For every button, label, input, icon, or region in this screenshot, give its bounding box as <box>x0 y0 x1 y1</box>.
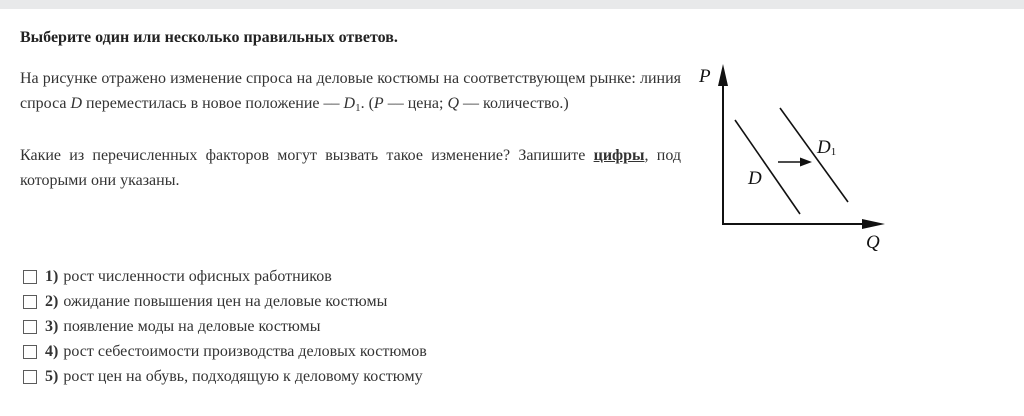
option-label: появление моды на деловые костюмы <box>63 317 321 335</box>
checkbox-5[interactable] <box>23 370 37 384</box>
option-label: рост себестоимости производства деловых костюмов <box>63 342 427 360</box>
option-label: рост цен на обувь, подходящую к деловому костюму <box>63 367 423 385</box>
option-number: 2) <box>45 292 59 310</box>
option-2[interactable] <box>20 289 427 314</box>
option-label: ожидание повышения цен на деловые костюмы <box>63 292 388 310</box>
d-curve-label: D <box>748 168 762 189</box>
option-number: 1) <box>45 267 59 285</box>
p-axis-label: P <box>699 66 711 87</box>
p-axis-arrowhead <box>718 64 728 86</box>
demand-shift-graph <box>690 62 890 262</box>
top-bar <box>0 0 1024 9</box>
option-3[interactable] <box>20 314 427 339</box>
q-axis-arrowhead <box>862 219 885 229</box>
var-d1: D <box>343 95 356 112</box>
demand-curve-d <box>735 120 800 214</box>
option-number: 4) <box>45 342 59 360</box>
option-4[interactable] <box>20 339 427 364</box>
var-q: Q <box>447 95 460 112</box>
question-emphasis: цифры <box>593 147 645 164</box>
checkbox-4[interactable] <box>23 345 37 359</box>
option-label: рост численности офисных работников <box>63 267 332 285</box>
q-axis-label: Q <box>866 232 880 253</box>
checkbox-1[interactable] <box>23 270 37 284</box>
checkbox-2[interactable] <box>23 295 37 309</box>
option-number: 5) <box>45 367 59 385</box>
var-p: P <box>373 95 384 112</box>
var-d: D <box>70 95 83 112</box>
option-1[interactable] <box>20 264 427 289</box>
problem-text <box>20 66 681 193</box>
problem-description: На рисунке отражено изменение спроса на деловые костюмы на соответствующем рынке: линия спроса D переместилась в новое положение –– $D_1$. (P –– цена; Q –– количество.) <box>20 70 681 114</box>
option-5[interactable] <box>20 364 427 389</box>
answer-options <box>20 264 427 389</box>
option-number: 3) <box>45 317 59 335</box>
instruction-heading: Выберите один или несколько правильных ответов. <box>20 29 398 46</box>
question-text: Какие из перечисленных факторов могут вызвать такое изменение? Запишите цифры, под которыми они указаны. <box>20 147 681 189</box>
d1-curve-label: D1 <box>817 137 837 158</box>
shift-arrow-head <box>800 158 812 167</box>
checkbox-3[interactable] <box>23 320 37 334</box>
demand-curve-d1 <box>780 108 848 202</box>
